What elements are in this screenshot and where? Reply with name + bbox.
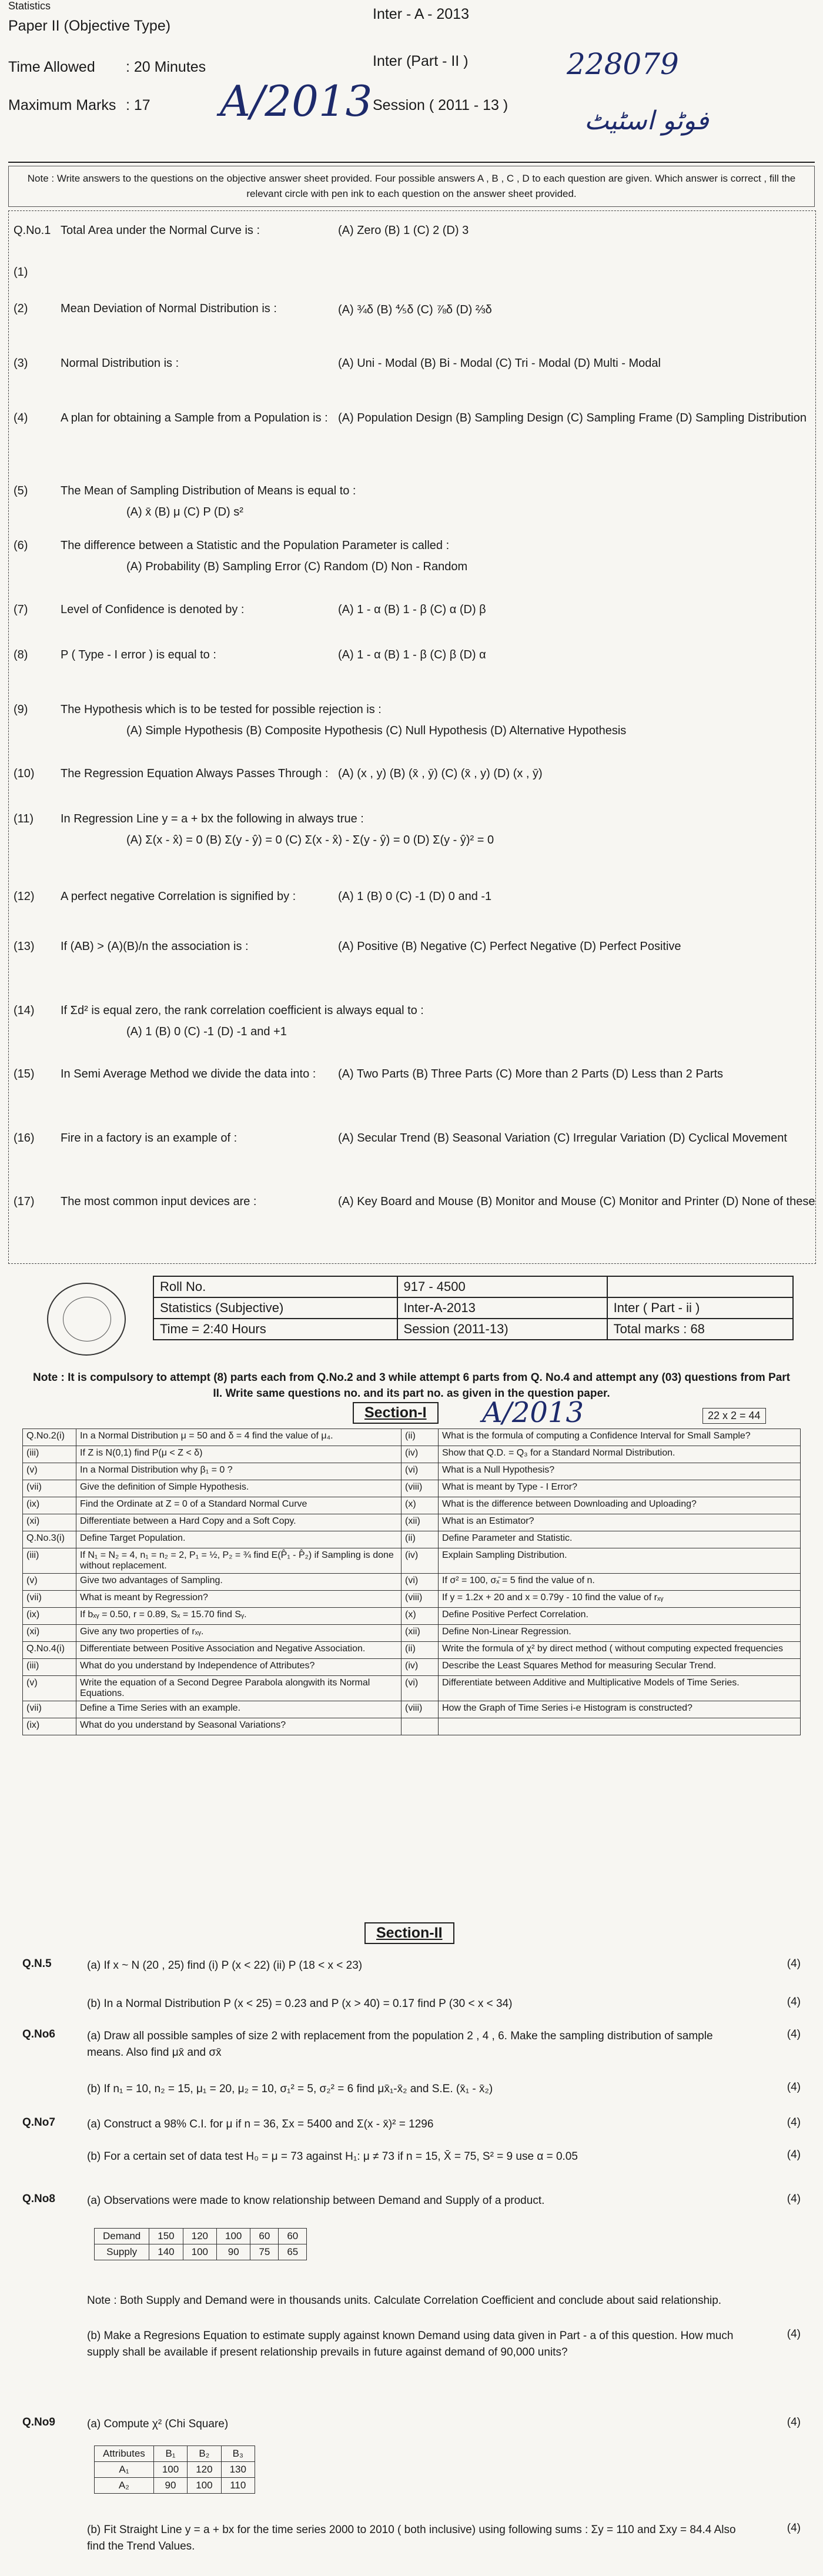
- demand-supply-table: [94, 2228, 307, 2260]
- long-question-number: Q.No7: [22, 2116, 55, 2129]
- long-question-text: (a) Compute χ² (Chi Square): [87, 2418, 229, 2430]
- objective-questions: [8, 210, 816, 1264]
- table-cell: B₂: [188, 2446, 221, 2462]
- part-number: (x): [402, 1497, 439, 1514]
- question-stem: Total Area under the Normal Curve is :: [61, 223, 260, 237]
- question-stem: Normal Distribution is :: [61, 357, 179, 370]
- long-question-text: (a) Draw all possible samples of size 2 with replacement from the population 2 , 4 , 6. Make the sampling distribution of sample means. Also find μx̄ and σx̄: [87, 2030, 713, 2059]
- part-text: Describe the Least Squares Method for measuring Secular Trend.: [439, 1659, 801, 1676]
- question-options: (A) Zero (B) 1 (C) 2 (D) 3: [338, 223, 469, 237]
- table-cell: 100: [188, 2478, 221, 2494]
- marks-value: : 17: [126, 97, 150, 113]
- part-text: What is an Estimator?: [439, 1514, 801, 1531]
- part-number: (ix): [23, 1718, 76, 1735]
- part-text: Differentiate between Additive and Multiplicative Models of Time Series.: [439, 1676, 801, 1701]
- question-options: (A) (x , y) (B) (x̄ , ȳ) (C) (x̄ , y) (D) (x , ȳ): [338, 767, 543, 780]
- long-question-text: (b) For a certain set of data test H₀ = μ = 73 against H₁: μ ≠ 73 if n = 15, X̄ = 75, S² = 9 use α = 0.05: [87, 2150, 578, 2163]
- part-text: If Z is N(0,1) find P(μ < Z < δ): [76, 1446, 402, 1463]
- part-number: (vii): [23, 1701, 76, 1718]
- table-cell: 100: [183, 2244, 216, 2260]
- part-number: (ii): [402, 1531, 439, 1548]
- time-value: : 20 Minutes: [126, 59, 206, 75]
- question-stem: The Regression Equation Always Passes Through :: [61, 767, 329, 780]
- part-text: Differentiate between Positive Association and Negative Association.: [76, 1642, 402, 1659]
- long-question-text: (b) If n₁ = 10, n₂ = 15, μ₁ = 20, μ₂ = 10, σ₁² = 5, σ₂² = 6 find μx̄₁-x̄₂ and S.E. (x̄₁ - x̄₂): [87, 2083, 493, 2095]
- question-stem: If Σd² is equal zero, the rank correlation coefficient is always equal to :: [61, 1003, 424, 1017]
- section-1-title: Section-I: [353, 1402, 439, 1424]
- question-options: (A) 1 - α (B) 1 - β (C) β (D) α: [338, 648, 486, 661]
- table-cell: 130: [221, 2462, 255, 2478]
- table-cell: 60: [279, 2229, 307, 2244]
- question-options: (A) ¾δ (B) ⅘δ (C) ⅞δ (D) ⅔δ: [338, 303, 492, 316]
- part-text: Define Positive Perfect Correlation.: [439, 1608, 801, 1625]
- question-options: (A) Population Design (B) Sampling Design (C) Sampling Frame (D) Sampling Distribution: [338, 412, 807, 424]
- part-text: Write the equation of a Second Degree Parabola alongwith its Normal Equations.: [76, 1676, 402, 1701]
- part-number: (vii): [23, 1480, 76, 1497]
- question-number: (5): [14, 484, 28, 497]
- part-text: In a Normal Distribution why β₁ = 0 ?: [76, 1463, 402, 1480]
- marks: (4): [787, 2193, 801, 2205]
- question-number: (4): [14, 412, 28, 424]
- question-stem: Mean Deviation of Normal Distribution is :: [61, 302, 277, 315]
- part-number: (iii): [23, 1446, 76, 1463]
- table-cell: 120: [188, 2462, 221, 2478]
- part-text: If σ² = 100, σₓ̄ = 5 find the value of n.: [439, 1574, 801, 1591]
- subjective-session: Session (2011-13): [397, 1319, 607, 1340]
- question-stem: A perfect negative Correlation is signified by :: [61, 889, 296, 903]
- question-stem: Level of Confidence is denoted by :: [61, 603, 245, 616]
- marks: (4): [787, 2028, 801, 2040]
- handwritten-code: A/2013: [220, 76, 373, 126]
- question-number: (8): [14, 648, 28, 661]
- question-number: (17): [14, 1195, 35, 1208]
- question-options: (A) x̄ (B) μ (C) P (D) s²: [126, 506, 243, 518]
- question-options: (A) Secular Trend (B) Seasonal Variation (C) Irregular Variation (D) Cyclical Movement: [338, 1131, 787, 1145]
- handwritten-code-2: A/2013: [482, 1396, 584, 1429]
- question-options: (A) Simple Hypothesis (B) Composite Hypothesis (C) Null Hypothesis (D) Alternative Hypothesis: [126, 724, 627, 737]
- part-number: (xii): [402, 1514, 439, 1531]
- part-text: Give the definition of Simple Hypothesis.: [76, 1480, 402, 1497]
- part-number: (ix): [23, 1608, 76, 1625]
- table-cell: Attributes: [95, 2446, 154, 2462]
- time-label: Time Allowed: [8, 59, 95, 75]
- part-number: Q.No.3(i): [23, 1531, 76, 1548]
- question-number: Q.No.1: [14, 223, 51, 237]
- long-question-text: Note : Both Supply and Demand were in thousands units. Calculate Correlation Coefficient and conclude about said relationship.: [87, 2294, 722, 2307]
- table-cell: 75: [250, 2244, 279, 2260]
- long-question-text: (b) Fit Straight Line y = a + bx for the time series 2000 to 2010 ( both inclusive) using following sums : Σy = 110 and Σxy = 84.4 Also find the Trend Values.: [87, 2524, 736, 2552]
- table-cell: 140: [149, 2244, 183, 2260]
- part-text: What is meant by Type - I Error?: [439, 1480, 801, 1497]
- long-question-text: (a) Observations were made to know relationship between Demand and Supply of a product.: [87, 2194, 545, 2207]
- long-question-number: Q.No9: [22, 2416, 55, 2428]
- board-seal: [47, 1283, 126, 1356]
- long-question-number: Q.No6: [22, 2028, 55, 2040]
- question-options: (A) Two Parts (B) Three Parts (C) More than 2 Parts (D) Less than 2 Parts: [338, 1068, 724, 1080]
- part-text: Show that Q.D. = Q₃ for a Standard Normal Distribution.: [439, 1446, 801, 1463]
- table-cell: 100: [217, 2229, 250, 2244]
- part-number: Q.No.2(i): [23, 1429, 76, 1446]
- question-stem: In Regression Line y = a + bx the following in always true :: [61, 812, 364, 825]
- question-stem: Fire in a factory is an example of :: [61, 1131, 237, 1145]
- part-number: (xii): [402, 1625, 439, 1642]
- question-number: (6): [14, 539, 28, 552]
- top-left-label: Statistics: [8, 0, 51, 12]
- question-number: (16): [14, 1131, 35, 1145]
- part-number: (v): [23, 1574, 76, 1591]
- part-text: If y = 1.2x + 20 and x = 0.79y - 10 find the value of rₓᵧ: [439, 1591, 801, 1608]
- marks: (4): [787, 2081, 801, 2093]
- part-text: Give any two properties of rₓᵧ.: [76, 1625, 402, 1642]
- question-stem: A plan for obtaining a Sample from a Population is :: [61, 412, 328, 424]
- part-number: (vi): [402, 1574, 439, 1591]
- question-number: (14): [14, 1003, 35, 1017]
- table-cell: A₂: [95, 2478, 154, 2494]
- part-number: (iv): [402, 1659, 439, 1676]
- marks: (4): [787, 2328, 801, 2340]
- part-text: Define Target Population.: [76, 1531, 402, 1548]
- part-number: (viii): [402, 1591, 439, 1608]
- part-text: Find the Ordinate at Z = 0 of a Standard Normal Curve: [76, 1497, 402, 1514]
- part-number: (ii): [402, 1642, 439, 1659]
- question-stem: In Semi Average Method we divide the data into :: [61, 1068, 316, 1080]
- question-number: (15): [14, 1068, 35, 1080]
- part-number: (iv): [402, 1548, 439, 1574]
- table-cell: Demand: [95, 2229, 149, 2244]
- part-number: (viii): [402, 1480, 439, 1497]
- subjective-time: Time = 2:40 Hours: [153, 1319, 397, 1340]
- header-divider: [8, 162, 815, 163]
- part-text: Differentiate between a Hard Copy and a Soft Copy.: [76, 1514, 402, 1531]
- table-cell: 110: [221, 2478, 255, 2494]
- exam-session: Session ( 2011 - 13 ): [373, 97, 508, 113]
- question-number: (3): [14, 357, 28, 370]
- part-text: Give two advantages of Sampling.: [76, 1574, 402, 1591]
- question-options: (A) Key Board and Mouse (B) Monitor and Mouse (C) Monitor and Printer (D) None of these: [338, 1195, 815, 1208]
- section-1-marks: 22 x 2 = 44: [702, 1408, 766, 1424]
- question-options: (A) Σ(x - x̂) = 0 (B) Σ(y - ŷ) = 0 (C) Σ(x - x̂) - Σ(y - ŷ) = 0 (D) Σ(y - ŷ)² = 0: [126, 834, 494, 847]
- exam-part: Inter (Part - II ): [373, 53, 469, 69]
- question-options: (A) Positive (B) Negative (C) Perfect Negative (D) Perfect Positive: [338, 940, 681, 953]
- part-number: (ii): [402, 1429, 439, 1446]
- roll-label: Roll No.: [153, 1276, 397, 1297]
- marks: (4): [787, 2522, 801, 2534]
- question-number: (11): [14, 812, 34, 825]
- question-stem: P ( Type - I error ) is equal to :: [61, 648, 216, 661]
- table-cell: Supply: [95, 2244, 149, 2260]
- part-number: (iii): [23, 1659, 76, 1676]
- part-text: What is meant by Regression?: [76, 1591, 402, 1608]
- table-cell: A₁: [95, 2462, 154, 2478]
- long-question-text: (a) If x ~ N (20 , 25) find (i) P (x < 22) (ii) P (18 < x < 23): [87, 1959, 363, 1972]
- marks: (4): [787, 1958, 801, 1970]
- part-number: (vii): [23, 1591, 76, 1608]
- question-options: (A) 1 (B) 0 (C) -1 (D) -1 and +1: [126, 1025, 287, 1038]
- marks: (4): [787, 2116, 801, 2129]
- long-question-number: Q.No8: [22, 2193, 55, 2205]
- question-options: (A) 1 - α (B) 1 - β (C) α (D) β: [338, 603, 486, 616]
- long-question-text: (b) In a Normal Distribution P (x < 25) = 0.23 and P (x > 40) = 0.17 find P (30 < x < 34): [87, 1998, 513, 2010]
- part-number: (iv): [402, 1446, 439, 1463]
- table-cell: 90: [217, 2244, 250, 2260]
- part-text: Define Non-Linear Regression.: [439, 1625, 801, 1642]
- part-text: What is the difference between Downloading and Uploading?: [439, 1497, 801, 1514]
- question-options: (A) Uni - Modal (B) Bi - Modal (C) Tri - Modal (D) Multi - Modal: [338, 357, 661, 370]
- question-options: (A) Probability (B) Sampling Error (C) Random (D) Non - Random: [126, 560, 468, 573]
- long-question-text: (b) Make a Regresions Equation to estimate supply against known Demand using data given in Part - a of this question. How much supply shall be available if present relationship prevails in future against demand of 90,000 units?: [87, 2330, 734, 2358]
- table-cell: 60: [250, 2229, 279, 2244]
- subject-name: Statistics (Subjective): [153, 1297, 397, 1319]
- table-cell: B₃: [221, 2446, 255, 2462]
- part-number: (x): [402, 1608, 439, 1625]
- part-text: What do you understand by Independence of Attributes?: [76, 1659, 402, 1676]
- table-cell: B₁: [153, 2446, 187, 2462]
- question-stem: The Hypothesis which is to be tested for possible rejection is :: [61, 703, 382, 716]
- question-stem: The difference between a Statistic and the Population Parameter is called :: [61, 539, 450, 552]
- handwritten-urdu: فوٹو اسٹیٹ: [584, 106, 709, 136]
- question-number: (7): [14, 603, 28, 616]
- question-number: (10): [14, 767, 35, 780]
- question-number: (12): [14, 889, 35, 903]
- marks: (4): [787, 2149, 801, 2161]
- question-stem: If (AB) > (A)(B)/n the association is :: [61, 940, 249, 953]
- part-text: In a Normal Distribution μ = 50 and δ = 4 find the value of μ₄.: [76, 1429, 402, 1446]
- marks-label: Maximum Marks: [8, 97, 116, 113]
- exam-name: Inter - A - 2013: [373, 6, 469, 22]
- question-options: (A) 1 (B) 0 (C) -1 (D) 0 and -1: [338, 889, 492, 903]
- table-cell: 100: [153, 2462, 187, 2478]
- marks: (4): [787, 1996, 801, 2008]
- subjective-exam: Inter-A-2013: [397, 1297, 607, 1319]
- part-number: (xi): [23, 1625, 76, 1642]
- subjective-header: [29, 1276, 794, 1364]
- subjective-total: Total marks : 68: [607, 1319, 793, 1340]
- part-text: What is the formula of computing a Confidence Interval for Small Sample?: [439, 1429, 801, 1446]
- part-number: (vi): [402, 1463, 439, 1480]
- marks: (4): [787, 2416, 801, 2428]
- part-number: (xi): [23, 1514, 76, 1531]
- part-text: If N₁ = N₂ = 4, n₁ = n₂ = 2, P₁ = ½, P₂ = ¾ find E(P̂₁ - P̂₂) if Sampling is done without replacement.: [76, 1548, 402, 1574]
- part-number: (v): [23, 1463, 76, 1480]
- part-number: (ix): [23, 1497, 76, 1514]
- part-number: Q.No.4(i): [23, 1642, 76, 1659]
- question-stem: The most common input devices are :: [61, 1195, 257, 1208]
- part-text: How the Graph of Time Series i-e Histogram is constructed?: [439, 1701, 801, 1718]
- paper-title: Paper II (Objective Type): [8, 18, 171, 34]
- handwritten-roll: 228079: [567, 47, 679, 81]
- long-question-number: Q.N.5: [22, 1958, 52, 1970]
- question-number: (1): [14, 266, 28, 279]
- part-text: What is a Null Hypothesis?: [439, 1463, 801, 1480]
- table-cell: 150: [149, 2229, 183, 2244]
- question-number: (2): [14, 302, 28, 315]
- part-number: (viii): [402, 1701, 439, 1718]
- subjective-note: Note : It is compulsory to attempt (8) parts each from Q.No.2 and 3 while attempt 6 parts from Q. No.4 and attempt any (03) questions from Part II. Write same questions no. and its part no. as given in the question paper.: [33, 1371, 790, 1400]
- long-question-text: (a) Construct a 98% C.I. for μ if n = 36, Σx = 5400 and Σ(x - x̄)² = 1296: [87, 2118, 434, 2130]
- question-number: (13): [14, 940, 35, 953]
- question-number: (9): [14, 703, 28, 716]
- part-text: Explain Sampling Distribution.: [439, 1548, 801, 1574]
- part-text: What do you understand by Seasonal Variations?: [76, 1718, 402, 1735]
- part-number: (iii): [23, 1548, 76, 1574]
- table-cell: 120: [183, 2229, 216, 2244]
- part-number: (v): [23, 1676, 76, 1701]
- part-text: Define Parameter and Statistic.: [439, 1531, 801, 1548]
- roll-value: 917 - 4500: [397, 1276, 607, 1297]
- part-text: If bₓᵧ = 0.50, r = 0.89, Sₓ = 15.70 find Sᵧ.: [76, 1608, 402, 1625]
- subjective-part: Inter ( Part - ii ): [607, 1297, 793, 1319]
- subjective-info-table: [153, 1276, 794, 1340]
- table-cell: 90: [153, 2478, 187, 2494]
- objective-header: [8, 0, 815, 159]
- objective-note: Note : Write answers to the questions on the objective answer sheet provided. Four possible answers A , B , C , D to each question are given. Which answer is correct , fill the relevant circle with pen ink to each question on the answer sheet provided.: [8, 166, 815, 207]
- chi-square-table: [94, 2445, 255, 2494]
- question-stem: The Mean of Sampling Distribution of Means is equal to :: [61, 484, 356, 497]
- part-number: (vi): [402, 1676, 439, 1701]
- section-2-title: Section-II: [364, 1922, 454, 1944]
- table-cell: 65: [279, 2244, 307, 2260]
- part-text: Write the formula of χ² by direct method ( without computing expected frequencies: [439, 1642, 801, 1659]
- part-text: Define a Time Series with an example.: [76, 1701, 402, 1718]
